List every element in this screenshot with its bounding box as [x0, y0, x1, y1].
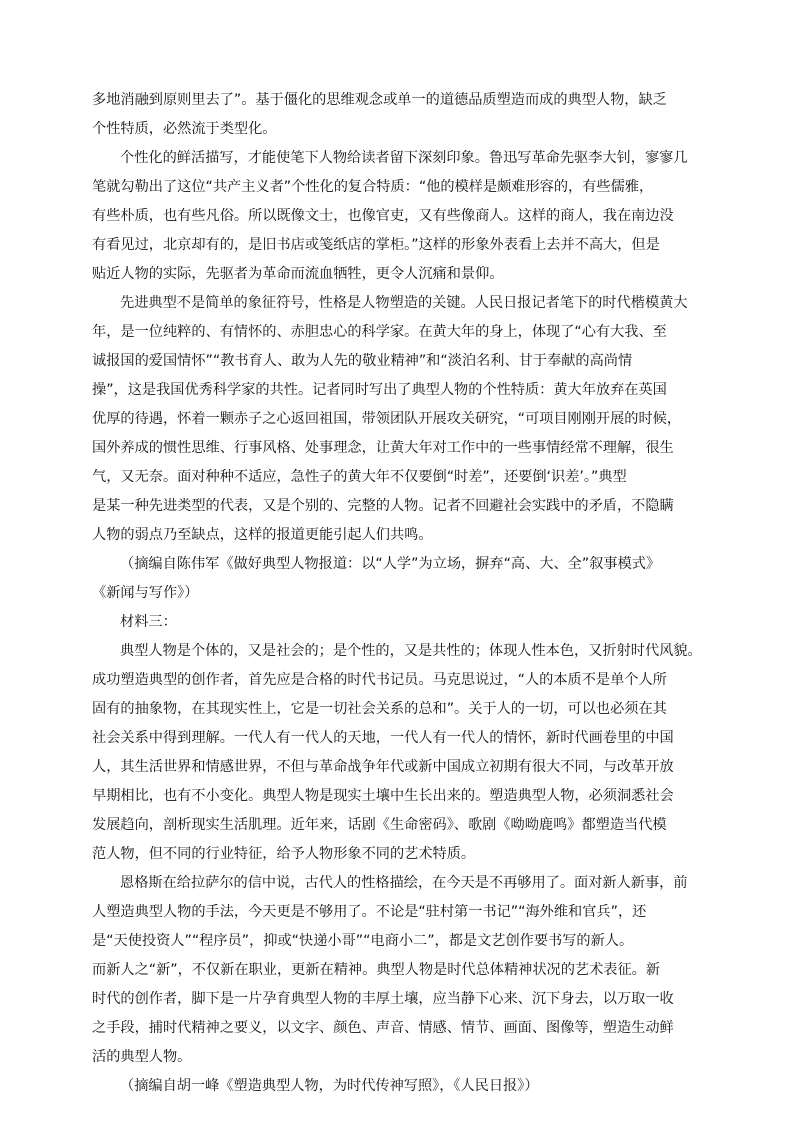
paragraph-first-line: 典型人物是个体的，又是社会的；是个性的，又是共性的；体现人性本色，又折射时代风貌。 [120, 643, 702, 659]
text-line: 时代的创作者，脚下是一片孕育典型人物的丰厚土壤，应当静下心来、沉下身去，以万取一收 [92, 991, 674, 1007]
source-citation: （摘编自陈伟军《做好典型人物报道：以“人学”为立场，摒弃“高、大、全”叙事模式》 [120, 556, 661, 572]
text-line: 固有的抽象物，在其现实性上，它是一切社会关系的总和”。关于人的一切，可以也必须在其 [92, 701, 667, 717]
paragraph-first-line: 先进典型不是简单的象征符号，性格是人物塑造的关键。人民日报记者笔下的时代楷模黄大 [120, 295, 688, 311]
text-line: 之手段，捕时代精神之要义，以文字、颜色、声音、情感、情节、画面、图像等，塑造生动鲜 [92, 1020, 674, 1036]
text-line: 社会关系中得到理解。一代人有一代人的天地，一代人有一代人的情怀，新时代画卷里的中国 [92, 730, 674, 746]
text-line: 成功塑造典型的创作者，首先应是合格的时代书记员。马克思说过，“人的本质不是单个人所 [92, 672, 667, 688]
text-line: 有看见过，北京却有的，是旧书店或笺纸店的掌柜。”这样的形象外表看上去并不高大，但是 [92, 237, 660, 253]
text-line: 笔就勾勒出了这位“共产主义者”个性化的复合特质：“他的模样是颇难形容的，有些儒雅， [92, 179, 654, 195]
text-line: 发展趋向，剖析现实生活肌理。近年来，话剧《生命密码》、歌剧《呦呦鹿鸣》都塑造当代模 [92, 817, 667, 833]
text-line: 诚报国的爱国情怀”“教书育人、敢为人先的敬业精神”和“淡泊名利、甘于奉献的高尚情 [92, 353, 633, 369]
text-line: 是某一种先进类型的代表，又是个别的、完整的人物。记者不回避社会实践中的矛盾，不隐瞒 [92, 498, 674, 514]
text-line: 范人物，但不同的行业特征，给予人物形象不同的艺术特质。 [92, 846, 476, 862]
text-line: 操”，这是我国优秀科学家的共性。记者同时写出了典型人物的个性特质：黄大年放弃在英国 [92, 382, 667, 398]
text-line: 优厚的待遇，怀着一颗赤子之心返回祖国，带领团队开展攻关研究，“可项目刚刚开展的时候， [92, 411, 682, 427]
text-line: 早期相比，也有不小变化。典型人物是现实土壤中生长出来的。塑造典型人物，必须洞悉社会 [92, 788, 674, 804]
text-line: 人物的弱点乃至缺点，这样的报道更能引起人们共鸣。 [92, 527, 433, 543]
text-line: 年，是一位纯粹的、有情怀的、赤胆忠心的科学家。在黄大年的身上，体现了“心有大我、至 [92, 324, 667, 340]
text-line: 气，又无奈。面对种种不适应，急性子的黄大年不仅要倒“时差”，还要倒‘识差’。”典型 [92, 469, 627, 485]
text-line: 个性特质，必然流于类型化。 [92, 121, 277, 137]
source-citation: 《新闻与写作》） [92, 585, 199, 601]
paragraph-first-line: 恩格斯在给拉萨尔的信中说，古代人的性格描绘，在今天是不再够用了。面对新人新事，前 [120, 875, 688, 891]
text-line: 人，其生活世界和情感世界，不但与革命战争年代或新中国成立初期有很大不同，与改革开放 [92, 759, 674, 775]
text-line: 活的典型人物。 [92, 1049, 192, 1065]
text-line: 贴近人物的实际，先驱者为革命而流血牺牲，更令人沉痛和景仰。 [92, 266, 504, 282]
text-line: 国外养成的惯性思维、行事风格、处事理念，让黄大年对工作中的一些事情经常不理解，很生 [92, 440, 674, 456]
text-line: 人塑造典型人物的手法，今天更是不够用了。不论是“驻村第一书记”“海外维和官兵”，还 [92, 904, 647, 920]
text-line: 而新人之“新”，不仅新在职业，更新在精神。典型人物是时代总体精神状况的艺术表征。新 [92, 962, 661, 978]
text-line: 是“天使投资人”“程序员”，抑或“快递小哥”“电商小二”，都是文艺创作要书写的新人。 [92, 933, 634, 949]
source-citation: （摘编自胡一峰《塑造典型人物，为时代传神写照》，《人民日报》） [120, 1078, 539, 1094]
paragraph-first-line: 个性化的鲜活描写，才能使笔下人物给读者留下深刻印象。鲁迅写革命先驱李大钊，寥寥几 [120, 150, 688, 166]
section-heading: 材料三： [120, 614, 177, 630]
text-line: 多地消融到原则里去了”。基于僵化的思维观念或单一的道德品质塑造而成的典型人物，缺乏 [92, 92, 667, 108]
text-line: 有些朴质，也有些凡俗。所以既像文士，也像官吏，又有些像商人。这样的商人，我在南边没 [92, 208, 674, 224]
